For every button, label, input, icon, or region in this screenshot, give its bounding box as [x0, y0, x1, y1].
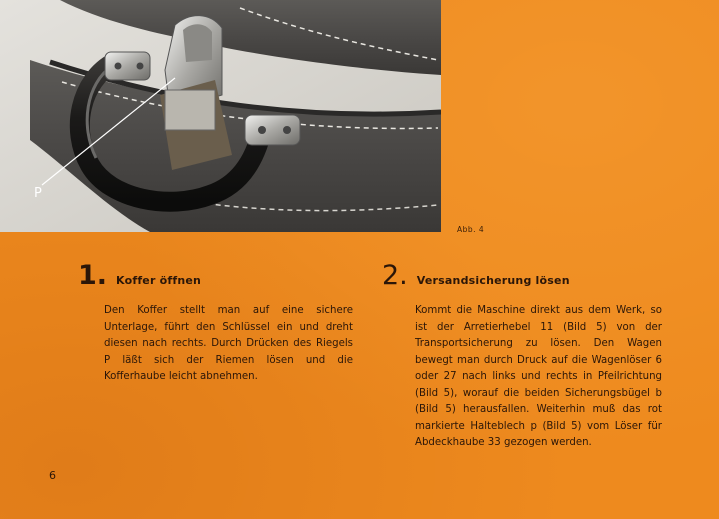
section-heading	[78, 262, 353, 289]
suitcase-handle-photo	[0, 0, 441, 232]
section-number: 1.	[78, 260, 108, 291]
callout-label-p: P	[34, 186, 42, 201]
page-number: 6	[49, 469, 56, 482]
section-number: 2.	[382, 260, 408, 291]
section-body: Kommt die Maschine direkt aus dem Werk, so ist der Arretierhebel 11 (Bild 5) von der Transportsicherung zu lösen. Den Wagen bewegt man durch Druck auf die Wagenlöser 6 oder 27 nach links und rechts in Pfeilrichtung (Bild 5), worauf die beiden Sicherungsbügel b (Bild 5) herausfallen. Weiterhin muß das rot markierte Halteblech p (Bild 5) vom Löser für Abdeckhaube 33 gezogen werden.	[415, 305, 662, 448]
section-title: Koffer öffnen	[116, 274, 202, 287]
suitcase-illustration	[0, 0, 441, 232]
section-release-transport-lock	[382, 262, 662, 452]
section-heading	[382, 262, 662, 289]
section-open-case	[78, 262, 353, 386]
section-body: Den Koffer stellt man auf eine sichere Unterlage, führt den Schlüssel ein und dreht diesen nach rechts. Durch Drücken des Riegels P läßt sich der Riemen lösen und die Kofferhaube leicht abnehmen.	[104, 305, 353, 382]
section-title: Versandsicherung lösen	[416, 274, 570, 287]
figure-caption: Abb. 4	[457, 225, 485, 234]
